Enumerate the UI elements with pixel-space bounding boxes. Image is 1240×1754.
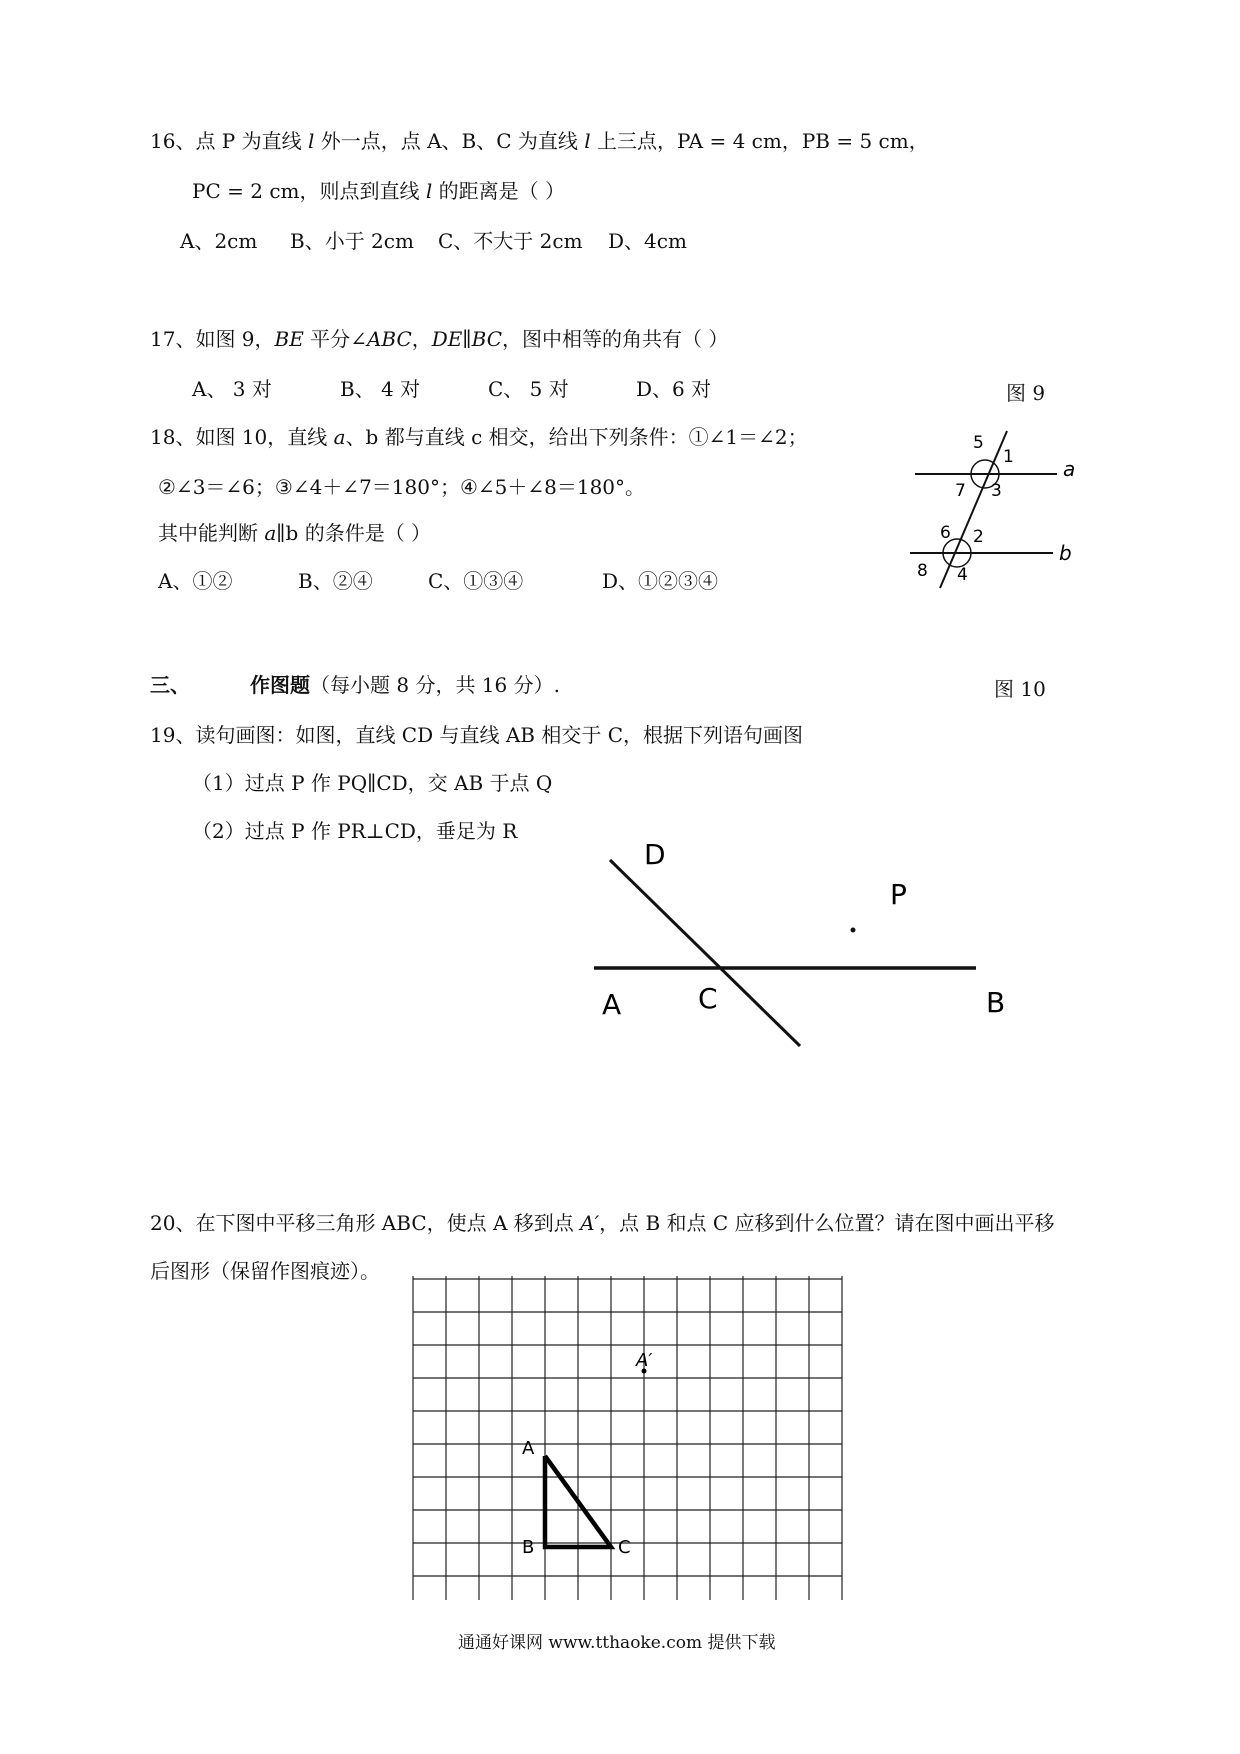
q20-line1 bbox=[150, 1210, 1055, 1236]
q16-text: 外一点，点 A、B、C 为直线 bbox=[314, 129, 585, 153]
line-label-a: a bbox=[1063, 457, 1076, 481]
q16-option-a: A、2cm bbox=[180, 229, 258, 253]
q17-text: 17、如图 9， bbox=[150, 327, 275, 351]
label-p: P bbox=[890, 878, 907, 911]
q16-line1 bbox=[150, 128, 929, 154]
label-a: A bbox=[602, 988, 622, 1021]
q17-math: ∠ABC bbox=[350, 327, 412, 351]
label-a: A bbox=[522, 1438, 535, 1459]
label-a-prime: A′ bbox=[636, 1350, 653, 1371]
q20-text: ，点 B 和点 C 应移到什么位置？请在图中画出平移 bbox=[599, 1211, 1055, 1235]
q18-option-d: D、①②③④ bbox=[602, 569, 719, 593]
q18-text: 18、如图 10，直线 bbox=[150, 425, 334, 449]
section-3-heading bbox=[150, 672, 560, 698]
q18-option-b: B、②④ bbox=[298, 569, 373, 593]
line-l-var: l bbox=[307, 129, 315, 153]
q17-line1 bbox=[150, 326, 728, 352]
label-b: B bbox=[522, 1537, 535, 1558]
q20-grid-figure bbox=[410, 1276, 860, 1606]
line-l-var: l bbox=[584, 129, 591, 153]
q16-option-d: D、4cm bbox=[608, 229, 687, 253]
q16-text: 上三点，PA = 4 cm，PB = 5 cm， bbox=[590, 129, 929, 153]
q18-text: 其中能判断 bbox=[158, 521, 265, 545]
q17-option-b: B、 4 对 bbox=[340, 377, 421, 401]
q16-option-b: B、小于 2cm bbox=[290, 229, 414, 253]
section-trailing: . bbox=[553, 673, 560, 697]
angle-label-5: 5 bbox=[973, 433, 984, 453]
section-number: 三、 bbox=[150, 673, 190, 697]
figure-10-caption: 图 10 bbox=[994, 677, 1046, 701]
angle-label-4: 4 bbox=[957, 565, 968, 585]
q16-text: 的距离是（ ） bbox=[432, 179, 565, 203]
q18-line3 bbox=[158, 520, 431, 546]
q16-line2 bbox=[192, 178, 565, 204]
q18-text: ∥b 的条件是（ ） bbox=[276, 521, 432, 545]
q18-var: a bbox=[264, 521, 277, 545]
q18-option-c: C、①③④ bbox=[428, 569, 524, 593]
q18-option-a: A、①② bbox=[158, 569, 233, 593]
angle-label-7: 7 bbox=[955, 481, 966, 501]
angle-label-8: 8 bbox=[917, 561, 928, 581]
angle-label-3: 3 bbox=[991, 481, 1002, 501]
q19-step-2: （2）过点 P 作 PR⊥CD，垂足为 R bbox=[192, 819, 518, 843]
section-title: 作图题 bbox=[250, 673, 310, 697]
q20-math: A′ bbox=[580, 1211, 600, 1235]
q16-text: PC = 2 cm，则点到直线 bbox=[192, 179, 426, 203]
page-footer: 通通好课网 www.tthaoke.com 提供下载 bbox=[458, 1633, 776, 1653]
q18-text: 、b 都与直线 c 相交，给出下列条件：①∠1＝∠2； bbox=[345, 425, 808, 449]
line-label-b: b bbox=[1059, 541, 1072, 565]
point-p bbox=[851, 928, 856, 933]
figure-10 bbox=[905, 426, 1085, 596]
q19-step-1: （1）过点 P 作 PQ∥CD，交 AB 于点 Q bbox=[192, 771, 553, 795]
q18-var: a bbox=[333, 425, 346, 449]
q16-option-c: C、不大于 2cm bbox=[438, 229, 583, 253]
q17-option-d: D、6 对 bbox=[636, 377, 712, 401]
q17-math: DE∥BC bbox=[431, 327, 503, 351]
q17-option-c: C、 5 对 bbox=[488, 377, 569, 401]
line-cd bbox=[610, 860, 800, 1046]
q16-text: 16、点 P 为直线 bbox=[150, 129, 308, 153]
angle-label-2: 2 bbox=[973, 527, 984, 547]
q17-option-a: A、 3 对 bbox=[192, 377, 272, 401]
q17-math: BE bbox=[274, 327, 304, 351]
q20-text: 20、在下图中平移三角形 ABC，使点 A 移到点 bbox=[150, 1211, 581, 1235]
angle-label-6: 6 bbox=[940, 523, 951, 543]
label-b: B bbox=[986, 986, 1006, 1019]
section-note: （每小题 8 分，共 16 分） bbox=[310, 673, 554, 697]
q20-line2: 后图形（保留作图痕迹）。 bbox=[150, 1259, 380, 1283]
label-c: C bbox=[698, 982, 718, 1015]
label-c: C bbox=[618, 1537, 631, 1558]
q17-text: ， bbox=[411, 327, 432, 351]
figure-9-caption: 图 9 bbox=[1006, 381, 1046, 405]
angle-label-1: 1 bbox=[1003, 447, 1014, 467]
label-d: D bbox=[644, 838, 666, 871]
q18-line1 bbox=[150, 424, 808, 450]
q18-line2: ②∠3＝∠6；③∠4＋∠7＝180°；④∠5＋∠8＝180°。 bbox=[158, 475, 646, 499]
q17-text: ，图中相等的角共有（ ） bbox=[502, 327, 729, 351]
q19-intro: 19、读句画图：如图，直线 CD 与直线 AB 相交于 C，根据下列语句画图 bbox=[150, 723, 804, 747]
q17-text: 平分 bbox=[303, 327, 351, 351]
q19-figure bbox=[580, 830, 1040, 1050]
line-l-var: l bbox=[425, 179, 433, 203]
